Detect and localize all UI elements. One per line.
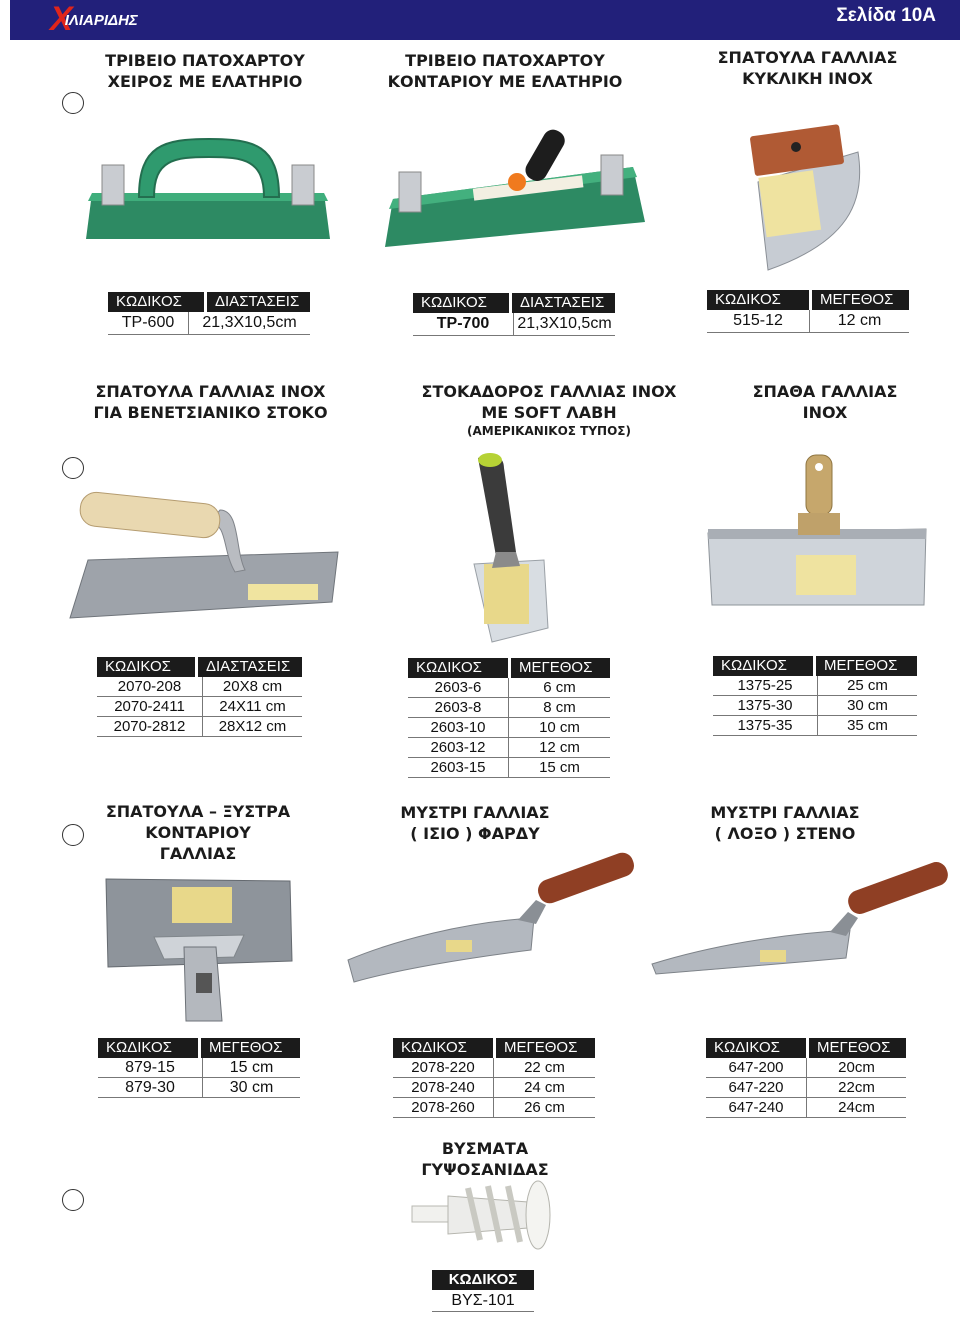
binder-hole-icon (62, 824, 84, 846)
spec-column-header: ΚΩΔΙΚΟΣ (108, 292, 204, 312)
product-spec-table (707, 290, 909, 333)
product-title: ΣΠΑΘΑ ΓΑΛΛΙΑΣ INOX (752, 382, 898, 422)
product-size: 15 cm (202, 1058, 300, 1077)
product-title: ΤΡΙΒΕΙΟ ΠΑΤΟΧΑΡΤΟΥ ΚΟΝΤΑΡΙΟΥ ΜΕ ΕΛΑΤΗΡΙΟ (387, 51, 623, 91)
spec-row (707, 310, 909, 333)
binder-hole-icon (62, 92, 84, 114)
spec-row (97, 677, 302, 697)
putty-knife-image (464, 452, 554, 644)
binder-hole-icon (62, 457, 84, 479)
product-title: ΣΤΟΚΑΔΟΡΟΣ ΓΑΛΛΙΑΣ INOX ΜΕ SOFT ΛΑΒΗ (ΑΜΕΡΙΚΑΝΙΚΟΣ ΤΥΠΟΣ) (421, 382, 677, 438)
product-code: 2603-8 (434, 699, 482, 716)
spec-row (408, 698, 610, 718)
product-code: 2070-2411 (114, 698, 185, 715)
product-size: 20cm (806, 1058, 906, 1077)
product-code: 2078-240 (411, 1079, 475, 1096)
spec-column-header: ΜΕΓΕΘΟΣ (511, 658, 610, 678)
product-size: 20X8 cm (202, 677, 302, 696)
product-title: ΣΠΑΤΟΥΛΑ ΓΑΛΛΙΑΣ ΚΥΚΛΙΚΗ INOX (717, 48, 898, 88)
spec-column-header: ΜΕΓΕΘΟΣ (812, 290, 909, 310)
product-title: ΜΥΣΤΡΙ ΓΑΛΛΙΑΣ ( ΛΟΞΟ ) ΣΤΕΝΟ (710, 803, 860, 843)
product-size: 25 cm (817, 676, 917, 695)
product-code: TP-700 (436, 315, 490, 332)
spec-column-header: ΔΙΑΣΤΑΣΕΙΣ (198, 657, 302, 677)
product-spec-table (393, 1038, 595, 1118)
product-title: ΤΡΙΒΕΙΟ ΠΑΤΟΧΑΡΤΟΥ ΧΕΙΡΟΣ ΜΕ ΕΛΑΤΗΡΙΟ (105, 51, 305, 91)
spec-row (393, 1078, 595, 1098)
taping-knife-image (706, 455, 928, 607)
spec-column-header: ΚΩΔΙΚΟΣ (97, 657, 195, 677)
spec-column-header: ΚΩΔΙΚΟΣ (432, 1270, 534, 1290)
product-size: 30 cm (202, 1078, 300, 1097)
wide-trowel-image (346, 860, 638, 984)
product-code: 647-220 (728, 1079, 784, 1096)
product-size: 21,3X10,5cm (188, 312, 310, 334)
binder-hole-icon (62, 1189, 84, 1211)
spec-row (713, 716, 917, 736)
narrow-trowel-image (650, 868, 952, 980)
product-size: 12 cm (508, 738, 610, 757)
spec-row (413, 313, 615, 336)
product-code: ΒΥΣ-101 (451, 1292, 515, 1309)
product-size: 26 cm (493, 1098, 595, 1117)
spec-row (706, 1078, 906, 1098)
spec-row (108, 312, 310, 335)
product-code: 1375-30 (737, 697, 793, 714)
spec-row (713, 696, 917, 716)
page-header (10, 0, 960, 40)
spec-column-header: ΜΕΓΕΘΟΣ (809, 1038, 906, 1058)
spec-column-header: ΔΙΑΣΤΑΣΕΙΣ (207, 292, 310, 312)
spec-row (98, 1058, 300, 1078)
spec-column-header: ΚΩΔΙΚΟΣ (413, 293, 509, 313)
spec-column-header: ΔΙΑΣΤΑΣΕΙΣ (512, 293, 615, 313)
spec-row (706, 1098, 906, 1118)
round-spatula-image (748, 122, 868, 272)
spec-column-header: ΜΕΓΕΘΟΣ (816, 656, 917, 676)
product-code: 2603-12 (430, 739, 486, 756)
spec-row (393, 1098, 595, 1118)
spec-header (393, 1038, 595, 1058)
logo-name: ΙΛΙΑΡΙΔΗΣ (64, 11, 138, 29)
product-code: 2078-260 (411, 1099, 475, 1116)
product-size: 15 cm (508, 758, 610, 777)
hand-sanding-block-image (84, 135, 334, 245)
spec-row (97, 697, 302, 717)
spec-row (98, 1078, 300, 1098)
spec-column-header: ΜΕΓΕΘΟΣ (201, 1038, 300, 1058)
product-code: 2603-10 (430, 719, 486, 736)
pole-scraper-image (104, 877, 294, 1023)
logo-letter: Χ (50, 0, 73, 38)
product-spec-table (98, 1038, 300, 1098)
product-title: ΣΠΑΤΟΥΛΑ – ΞΥΣΤΡΑ ΚΟΝΤΑΡΙΟΥ ΓΑΛΛΙΑΣ (105, 802, 291, 863)
spec-header (706, 1038, 906, 1058)
spec-row (408, 678, 610, 698)
product-spec-table (713, 656, 917, 736)
product-size: 10 cm (508, 718, 610, 737)
spec-row (393, 1058, 595, 1078)
spec-row (432, 1290, 534, 1312)
product-code: 2070-2812 (113, 718, 186, 735)
product-code: 879-15 (125, 1059, 175, 1076)
spec-column-header: ΚΩΔΙΚΟΣ (706, 1038, 806, 1058)
spec-column-header: ΜΕΓΕΘΟΣ (496, 1038, 595, 1058)
product-code: 2070-208 (117, 678, 182, 695)
spec-row (706, 1058, 906, 1078)
product-spec-table (413, 293, 615, 336)
product-size: 12 cm (809, 310, 909, 332)
spec-column-header: ΚΩΔΙΚΟΣ (713, 656, 813, 676)
spec-header (408, 658, 610, 678)
spec-column-header: ΚΩΔΙΚΟΣ (707, 290, 809, 310)
product-code: 1375-35 (737, 717, 793, 734)
product-size: 35 cm (817, 716, 917, 735)
product-size: 30 cm (817, 696, 917, 715)
product-code: 647-240 (728, 1099, 784, 1116)
product-code: 1375-25 (737, 677, 793, 694)
spec-row (408, 738, 610, 758)
product-size: 28X12 cm (202, 717, 302, 736)
product-code: TP-600 (121, 314, 175, 331)
pole-sanding-block-image (383, 127, 648, 252)
product-size: 24cm (806, 1098, 906, 1117)
venetian-plaster-trowel-image (70, 490, 342, 620)
product-code: 2603-6 (434, 679, 482, 696)
product-size: 6 cm (508, 678, 610, 697)
spec-row (408, 718, 610, 738)
product-size: 21,3X10,5cm (513, 313, 615, 335)
spec-column-header: ΚΩΔΙΚΟΣ (98, 1038, 198, 1058)
product-code: 2078-220 (411, 1059, 475, 1076)
product-spec-table (408, 658, 610, 778)
drywall-anchor-image (408, 1178, 556, 1252)
product-title: ΒΥΣΜΑΤΑ ΓΥΨΟΣΑΝΙΔΑΣ (421, 1139, 549, 1179)
product-spec-table (108, 292, 310, 335)
product-title: ΣΠΑΤΟΥΛΑ ΓΑΛΛΙΑΣ INOX ΓΙΑ ΒΕΝΕΤΣΙΑΝΙΚΟ ΣΤΟΚΟ (93, 382, 328, 422)
product-code: 879-30 (125, 1079, 175, 1096)
product-code: 515-12 (733, 312, 783, 329)
spec-column-header: ΚΩΔΙΚΟΣ (393, 1038, 493, 1058)
product-title: ΜΥΣΤΡΙ ΓΑΛΛΙΑΣ ( ΙΣΙΟ ) ΦΑΡΔΥ (400, 803, 550, 843)
spec-header (97, 657, 302, 677)
spec-row (408, 758, 610, 778)
spec-column-header: ΚΩΔΙΚΟΣ (408, 658, 508, 678)
spec-header (108, 292, 310, 312)
product-size: 8 cm (508, 698, 610, 717)
product-code: 647-200 (728, 1059, 784, 1076)
brand-logo (50, 2, 138, 36)
product-spec-table (432, 1270, 534, 1312)
spec-header (713, 656, 917, 676)
product-spec-table (706, 1038, 906, 1118)
product-size: 22cm (806, 1078, 906, 1097)
product-spec-table (97, 657, 302, 737)
product-code: 2603-15 (430, 759, 486, 776)
spec-header (413, 293, 615, 313)
spec-header (98, 1038, 300, 1058)
product-size: 24 cm (493, 1078, 595, 1097)
product-size: 24X11 cm (202, 697, 302, 716)
spec-header (707, 290, 909, 310)
page-number-label: Σελίδα 10Α (836, 5, 936, 26)
spec-row (97, 717, 302, 737)
spec-row (713, 676, 917, 696)
spec-header (432, 1270, 534, 1290)
product-size: 22 cm (493, 1058, 595, 1077)
